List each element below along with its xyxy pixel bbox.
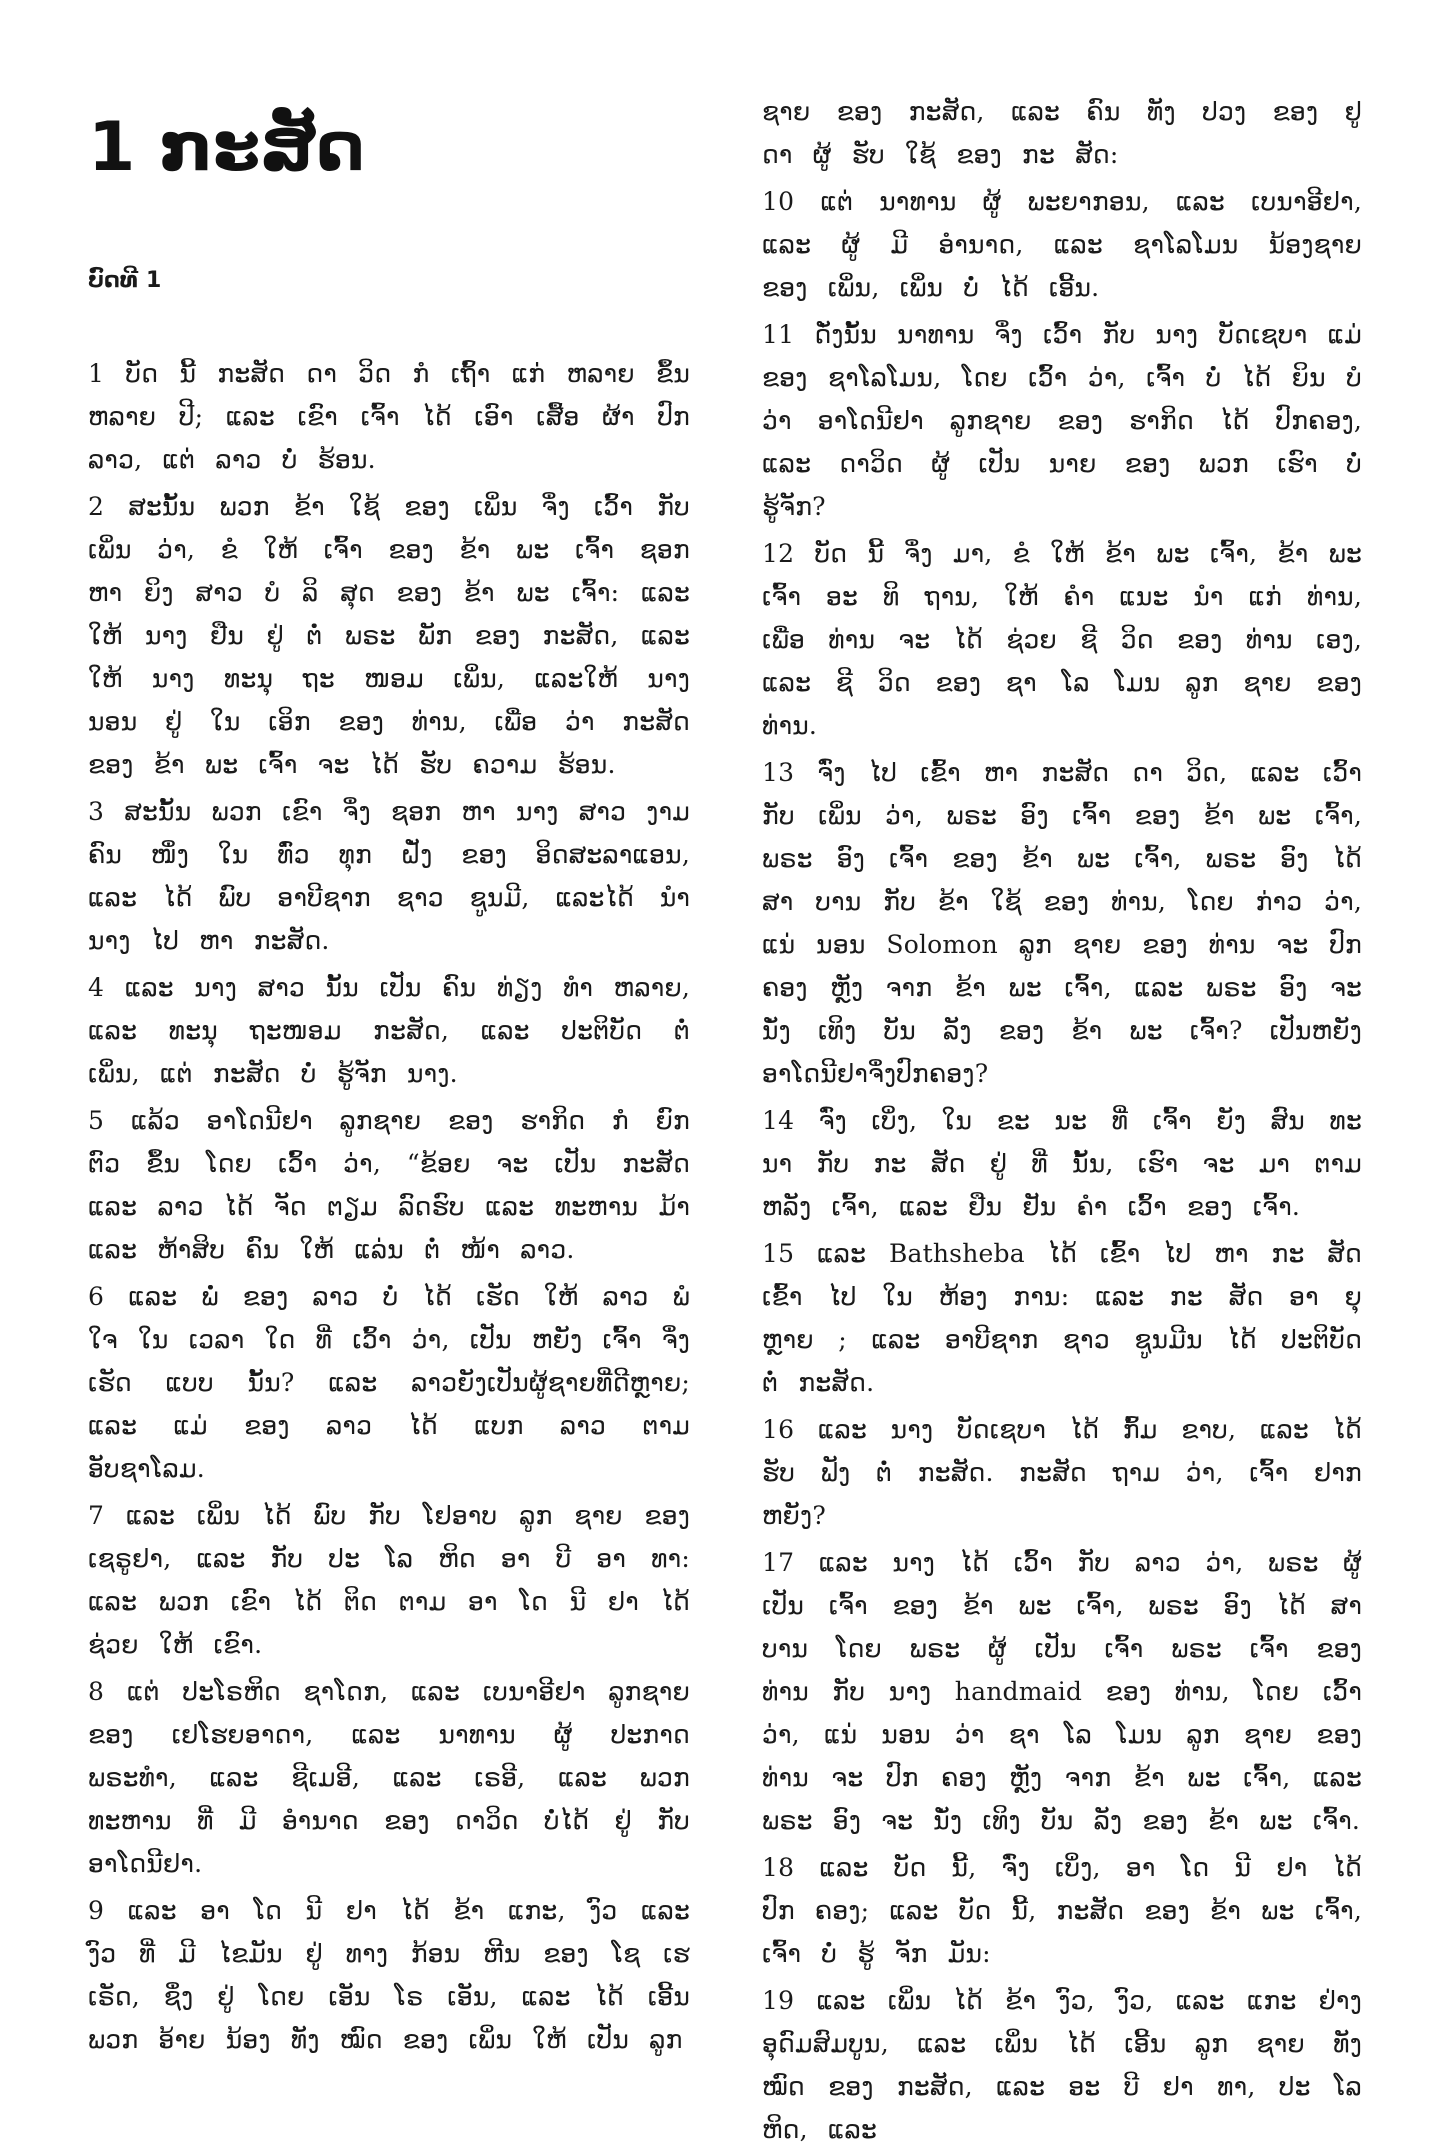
right-column bbox=[762, 90, 1362, 2155]
verse bbox=[88, 1275, 690, 1490]
verse bbox=[762, 532, 1362, 747]
verse-number: 10 bbox=[762, 187, 795, 216]
verse-number: 16 bbox=[762, 1415, 795, 1444]
verse bbox=[762, 180, 1362, 309]
verse bbox=[762, 1099, 1362, 1228]
verse bbox=[88, 1099, 690, 1271]
verse-number: 6 bbox=[88, 1282, 105, 1311]
verse-text: ແລ້ວ ອາໂດນີຢາ ລູກຊາຍ ຂອງ ຮາກິດ ກໍ ຍົກ ຕົວ ຂຶ້ນ ໂດຍ ເວົ້າ ວ່າ, “ຂ້ອຍ ຈະ ເປັນ ກະສັດ ແລະ ລາວ ໄດ້ ຈັດ ຕຽມ ລົດຮົບ ແລະ ທະຫານ ມ້າ ແລະ ຫ້າສິບ ຄົນ ໃຫ້ ແລ່ນ ຕໍ່ ໜ້າ ລາວ. bbox=[88, 1106, 690, 1264]
verse-text: ຈົ່ງ ເບິ່ງ, ໃນ ຂະ ນະ ທີ່ ເຈົ້າ ຍັງ ສົນ ທະ ນາ ກັບ ກະ ສັດ ຢູ່ ທີ່ ນັ້ນ, ເຮົາ ຈະ ມາ ຕາມ ຫລັງ ເຈົ້າ, ແລະ ຢືນ ຢັນ ຄຳ ເວົ້າ ຂອງ ເຈົ້າ. bbox=[762, 1106, 1362, 1221]
verse bbox=[88, 352, 690, 481]
verse bbox=[88, 966, 690, 1095]
verse-text: ຈົ່ງ ໄປ ເຂົ້າ ຫາ ກະສັດ ດາ ວິດ, ແລະ ເວົ້າ ກັບ ເພິ່ນ ວ່າ, ພຣະ ອົງ ເຈົ້າ ຂອງ ຂ້າ ພະ ເຈົ້າ, ພຣະ ອົງ ເຈົ້າ ຂອງ ຂ້າ ພະ ເຈົ້າ, ພຣະ ອົງ ໄດ້ ສາ ບານ ກັບ ຂ້າ ໃຊ້ ຂອງ ທ່ານ, ໂດຍ ກ່າວ ວ່າ, ແນ່ ນອນ Solomon ລູກ ຊາຍ ຂອງ ທ່ານ ຈະ ປົກ ຄອງ ຫຼັງ ຈາກ ຂ້າ ພະ ເຈົ້າ, ແລະ ພຣະ ອົງ ຈະ ນັ່ງ ເທິງ ບັນ ລັງ ຂອງ ຂ້າ ພະ ເຈົ້າ? ເປັນຫຍັງອາໂດນີຢາຈຶ່ງປົກຄອງ? bbox=[762, 758, 1363, 1088]
verse-number: 12 bbox=[762, 539, 795, 568]
verse-text: ແຕ່ ປະໂຣຫິດ ຊາໂດກ, ແລະ ເບນາອີຢາ ລູກຊາຍ ຂອງ ເຢໂຮຍອາດາ, ແລະ ນາທານ ຜູ້ ປະກາດ ພຣະທຳ, ແລະ ຊີເມອີ, ແລະ ເຣອີ, ແລະ ພວກ ທະຫານ ທີ່ ມີ ອຳນາດ ຂອງ ດາວິດ ບໍ່ໄດ້ ຢູ່ ກັບ ອາໂດນີຢາ. bbox=[88, 1677, 690, 1878]
verse-number: 9 bbox=[88, 1896, 105, 1925]
verse-number: 11 bbox=[762, 320, 795, 349]
verse-text: ບັດ ນີ້ ຈຶ່ງ ມາ, ຂໍ ໃຫ້ ຂ້າ ພະ ເຈົ້າ, ຂ້າ ພະ ເຈົ້າ ອະ ທິ ຖານ, ໃຫ້ ຄຳ ແນະ ນຳ ແກ່ ທ່ານ, ເພື່ອ ທ່ານ ຈະ ໄດ້ ຊ່ວຍ ຊີ ວິດ ຂອງ ທ່ານ ເອງ, ແລະ ຊີ ວິດ ຂອງ ຊາ ໂລ ໂມນ ລູກ ຊາຍ ຂອງ ທ່ານ. bbox=[762, 539, 1363, 740]
verse-text: ແລະ Bathsheba ໄດ້ ເຂົ້າ ໄປ ຫາ ກະ ສັດ ເຂົ້າ ໄປ ໃນ ຫ້ອງ ການ: ແລະ ກະ ສັດ ອາ ຍຸ ຫຼາຍ ; ແລະ ອາບີຊາກ ຊາວ ຊູນມີນ ໄດ້ ປະຕິບັດ ຕໍ່ ກະສັດ. bbox=[762, 1239, 1362, 1397]
left-column bbox=[88, 90, 690, 2065]
verse bbox=[762, 1408, 1362, 1537]
verse-number: 17 bbox=[762, 1548, 795, 1577]
verse-number: 15 bbox=[762, 1239, 795, 1268]
verse bbox=[88, 790, 690, 962]
verse-number: 14 bbox=[762, 1106, 795, 1135]
verse-text: ສະນັ້ນ ພວກ ຂ້າ ໃຊ້ ຂອງ ເພິ່ນ ຈຶ່ງ ເວົ້າ ກັບ ເພິ່ນ ວ່າ, ຂໍ ໃຫ້ ເຈົ້າ ຂອງ ຂ້າ ພະ ເຈົ້າ ຊອກ ຫາ ຍິງ ສາວ ບໍ ລິ ສຸດ ຂອງ ຂ້າ ພະ ເຈົ້າ: ແລະ ໃຫ້ ນາງ ຢືນ ຢູ່ ຕໍ່ ພຣະ ພັກ ຂອງ ກະສັດ, ແລະ ໃຫ້ ນາງ ທະນຸ ຖະ ໜອມ ເພິ່ນ, ແລະໃຫ້ ນາງ ນອນ ຢູ່ ໃນ ເອິກ ຂອງ ທ່ານ, ເພື່ອ ວ່າ ກະສັດ ຂອງ ຂ້າ ພະ ເຈົ້າ ຈະ ໄດ້ ຮັບ ຄວາມ ຮ້ອນ. bbox=[88, 492, 690, 779]
verse-text: ແລະ ເພິ່ນ ໄດ້ ຂ້າ ງົວ, ງົວ, ແລະ ແກະ ຢ່າງ ອຸດົມສົມບູນ, ແລະ ເພິ່ນ ໄດ້ ເອີ້ນ ລູກ ຊາຍ ທັງ ໝົດ ຂອງ ກະສັດ, ແລະ ອະ ບີ ຢາ ທາ, ປະ ໂລ ຫິດ, ແລະ bbox=[762, 1986, 1362, 2144]
verse-text: ແລະ ອາ ໂດ ນີ ຢາ ໄດ້ ຂ້າ ແກະ, ງົວ ແລະ ງົວ ທີ່ ມີ ໄຂມັນ ຢູ່ ທາງ ກ້ອນ ຫີນ ຂອງ ໂຊ ເຮ ເຣັດ, ຊຶ່ງ ຢູ່ ໂດຍ ເອັນ ໂຣ ເອັນ, ແລະ ໄດ້ ເອີ້ນ ພວກ ອ້າຍ ນ້ອງ ທັງ ໝົດ ຂອງ ເພິ່ນ ໃຫ້ ເປັນ ລູກ bbox=[88, 1896, 690, 2054]
spacer bbox=[88, 296, 690, 352]
verse-number: 8 bbox=[88, 1677, 105, 1706]
verse-text: ດັ່ງນັ້ນ ນາທານ ຈຶ່ງ ເວົ້າ ກັບ ນາງ ບັດເຊບາ ແມ່ ຂອງ ຊາໂລໂມນ, ໂດຍ ເວົ້າ ວ່າ, ເຈົ້າ ບໍ່ ໄດ້ ຍິນ ບໍ ວ່າ ອາໂດນີຢາ ລູກຊາຍ ຂອງ ຮາກິດ ໄດ້ ປົກຄອງ, ແລະ ດາວິດ ຜູ້ ເປັນ ນາຍ ຂອງ ພວກ ເຮົາ ບໍ່ ຮູ້ຈັກ? bbox=[762, 320, 1362, 521]
chapter-heading: ບົດທີ 1 bbox=[88, 268, 162, 293]
verse bbox=[762, 1541, 1362, 1842]
verse-text: ແລະ ນາງ ບັດເຊບາ ໄດ້ ກົ້ມ ຂາບ, ແລະ ໄດ້ ຮັບ ຟັງ ຕໍ່ ກະສັດ. ກະສັດ ຖາມ ວ່າ, ເຈົ້າ ຢາກ ຫຍັງ? bbox=[762, 1415, 1362, 1530]
verse-number: 5 bbox=[88, 1106, 105, 1135]
verse bbox=[762, 1846, 1362, 1975]
verse-number: 4 bbox=[88, 973, 105, 1002]
verse bbox=[88, 485, 690, 786]
verse-number: 13 bbox=[762, 758, 795, 787]
verse bbox=[762, 1979, 1362, 2151]
verse bbox=[762, 1232, 1362, 1404]
verse-text: ແລະ ເພິ່ນ ໄດ້ ພົບ ກັບ ໂຢອາບ ລູກ ຊາຍ ຂອງ ເຊຣູຢາ, ແລະ ກັບ ປະ ໂລ ຫິດ ອາ ບີ ອາ ທາ: ແລະ ພວກ ເຂົາ ໄດ້ ຕິດ ຕາມ ອາ ໂດ ນີ ຢາ ໄດ້ ຊ່ວຍ ໃຫ້ ເຂົາ. bbox=[88, 1501, 690, 1659]
verse bbox=[88, 1670, 690, 1885]
verse-text: ສະນັ້ນ ພວກ ເຂົາ ຈຶ່ງ ຊອກ ຫາ ນາງ ສາວ ງາມ ຄົນ ໜຶ່ງ ໃນ ທົ່ວ ທຸກ ຝັ່ງ ຂອງ ອິດສະລາແອນ, ແລະ ໄດ້ ພົບ ອາບີຊາກ ຊາວ ຊູນມີ, ແລະໄດ້ ນຳ ນາງ ໄປ ຫາ ກະສັດ. bbox=[88, 797, 690, 955]
verse bbox=[88, 1494, 690, 1666]
verse-text: ແລະ ນາງ ໄດ້ ເວົ້າ ກັບ ລາວ ວ່າ, ພຣະ ຜູ້ ເປັນ ເຈົ້າ ຂອງ ຂ້າ ພະ ເຈົ້າ, ພຣະ ອົງ ໄດ້ ສາ ບານ ໂດຍ ພຣະ ຜູ້ ເປັນ ເຈົ້າ ພຣະ ເຈົ້າ ຂອງ ທ່ານ ກັບ ນາງ handmaid ຂອງ ທ່ານ, ໂດຍ ເວົ້າ ວ່າ, ແນ່ ນອນ ວ່າ ຊາ ໂລ ໂມນ ລູກ ຊາຍ ຂອງ ທ່ານ ຈະ ປົກ ຄອງ ຫຼັງ ຈາກ ຂ້າ ພະ ເຈົ້າ, ແລະ ພຣະ ອົງ ຈະ ນັ່ງ ເທິງ ບັນ ລັງ ຂອງ ຂ້າ ພະ ເຈົ້າ. bbox=[762, 1548, 1362, 1835]
verse-text: ແລະ ນາງ ສາວ ນັ້ນ ເປັນ ຄົນ ທ່ຽງ ທຳ ຫລາຍ, ແລະ ທະນຸ ຖະໜອມ ກະສັດ, ແລະ ປະຕິບັດ ຕໍ່ ເພິ່ນ, ແຕ່ ກະສັດ ບໍ່ ຮູ້ຈັກ ນາງ. bbox=[88, 973, 690, 1088]
verse-text: ບັດ ນີ້ ກະສັດ ດາ ວິດ ກໍ ເຖົ້າ ແກ່ ຫລາຍ ຂຶ້ນ ຫລາຍ ປີ; ແລະ ເຂົາ ເຈົ້າ ໄດ້ ເອົາ ເສື້ອ ຜ້າ ປົກ ລາວ, ແຕ່ ລາວ ບໍ່ ຮ້ອນ. bbox=[88, 359, 690, 474]
book-title: 1 ກະສັດ bbox=[88, 108, 365, 187]
verse bbox=[762, 90, 1362, 176]
verse-number: 3 bbox=[88, 797, 105, 826]
verse-text: ແລະ ພໍ່ ຂອງ ລາວ ບໍ່ ໄດ້ ເຮັດ ໃຫ້ ລາວ ພໍ ໃຈ ໃນ ເວລາ ໃດ ທີ່ ເວົ້າ ວ່າ, ເປັນ ຫຍັງ ເຈົ້າ ຈຶ່ງ ເຮັດ ແບບ ນັ້ນ? ແລະ ລາວຍັງເປັນຜູ້ຊາຍທີ່ດີຫຼາຍ; ແລະ ແມ່ ຂອງ ລາວ ໄດ້ ແບກ ລາວ ຕາມ ອັບຊາໂລມ. bbox=[88, 1282, 690, 1483]
verse bbox=[762, 751, 1362, 1095]
left-verse-list bbox=[88, 352, 690, 2061]
verse-text: ແຕ່ ນາທານ ຜູ້ ພະຍາກອນ, ແລະ ເບນາອີຢາ, ແລະ ຜູ້ ມີ ອຳນາດ, ແລະ ຊາໂລໂມນ ນ້ອງຊາຍ ຂອງ ເພິ່ນ, ເພິ່ນ ບໍ່ ໄດ້ ເອີ້ນ. bbox=[762, 187, 1362, 302]
verse-number: 18 bbox=[762, 1853, 795, 1882]
right-verse-list bbox=[762, 90, 1362, 2151]
verse-number: 7 bbox=[88, 1501, 105, 1530]
verse-text: ແລະ ບັດ ນີ້, ຈົ່ງ ເບິ່ງ, ອາ ໂດ ນີ ຢາ ໄດ້ ປົກ ຄອງ; ແລະ ບັດ ນີ້, ກະສັດ ຂອງ ຂ້າ ພະ ເຈົ້າ, ເຈົ້າ ບໍ່ ຮູ້ ຈັກ ມັນ: bbox=[762, 1853, 1362, 1968]
verse-number: 1 bbox=[88, 359, 105, 388]
verse-number: 2 bbox=[88, 492, 105, 521]
verse-number: 19 bbox=[762, 1986, 795, 2015]
verse bbox=[762, 313, 1362, 528]
verse-text: ຊາຍ ຂອງ ກະສັດ, ແລະ ຄົນ ທັງ ປວງ ຂອງ ຢູ ດາ ຜູ້ ຮັບ ໃຊ້ ຂອງ ກະ ສັດ: bbox=[762, 97, 1362, 169]
verse bbox=[88, 1889, 690, 2061]
